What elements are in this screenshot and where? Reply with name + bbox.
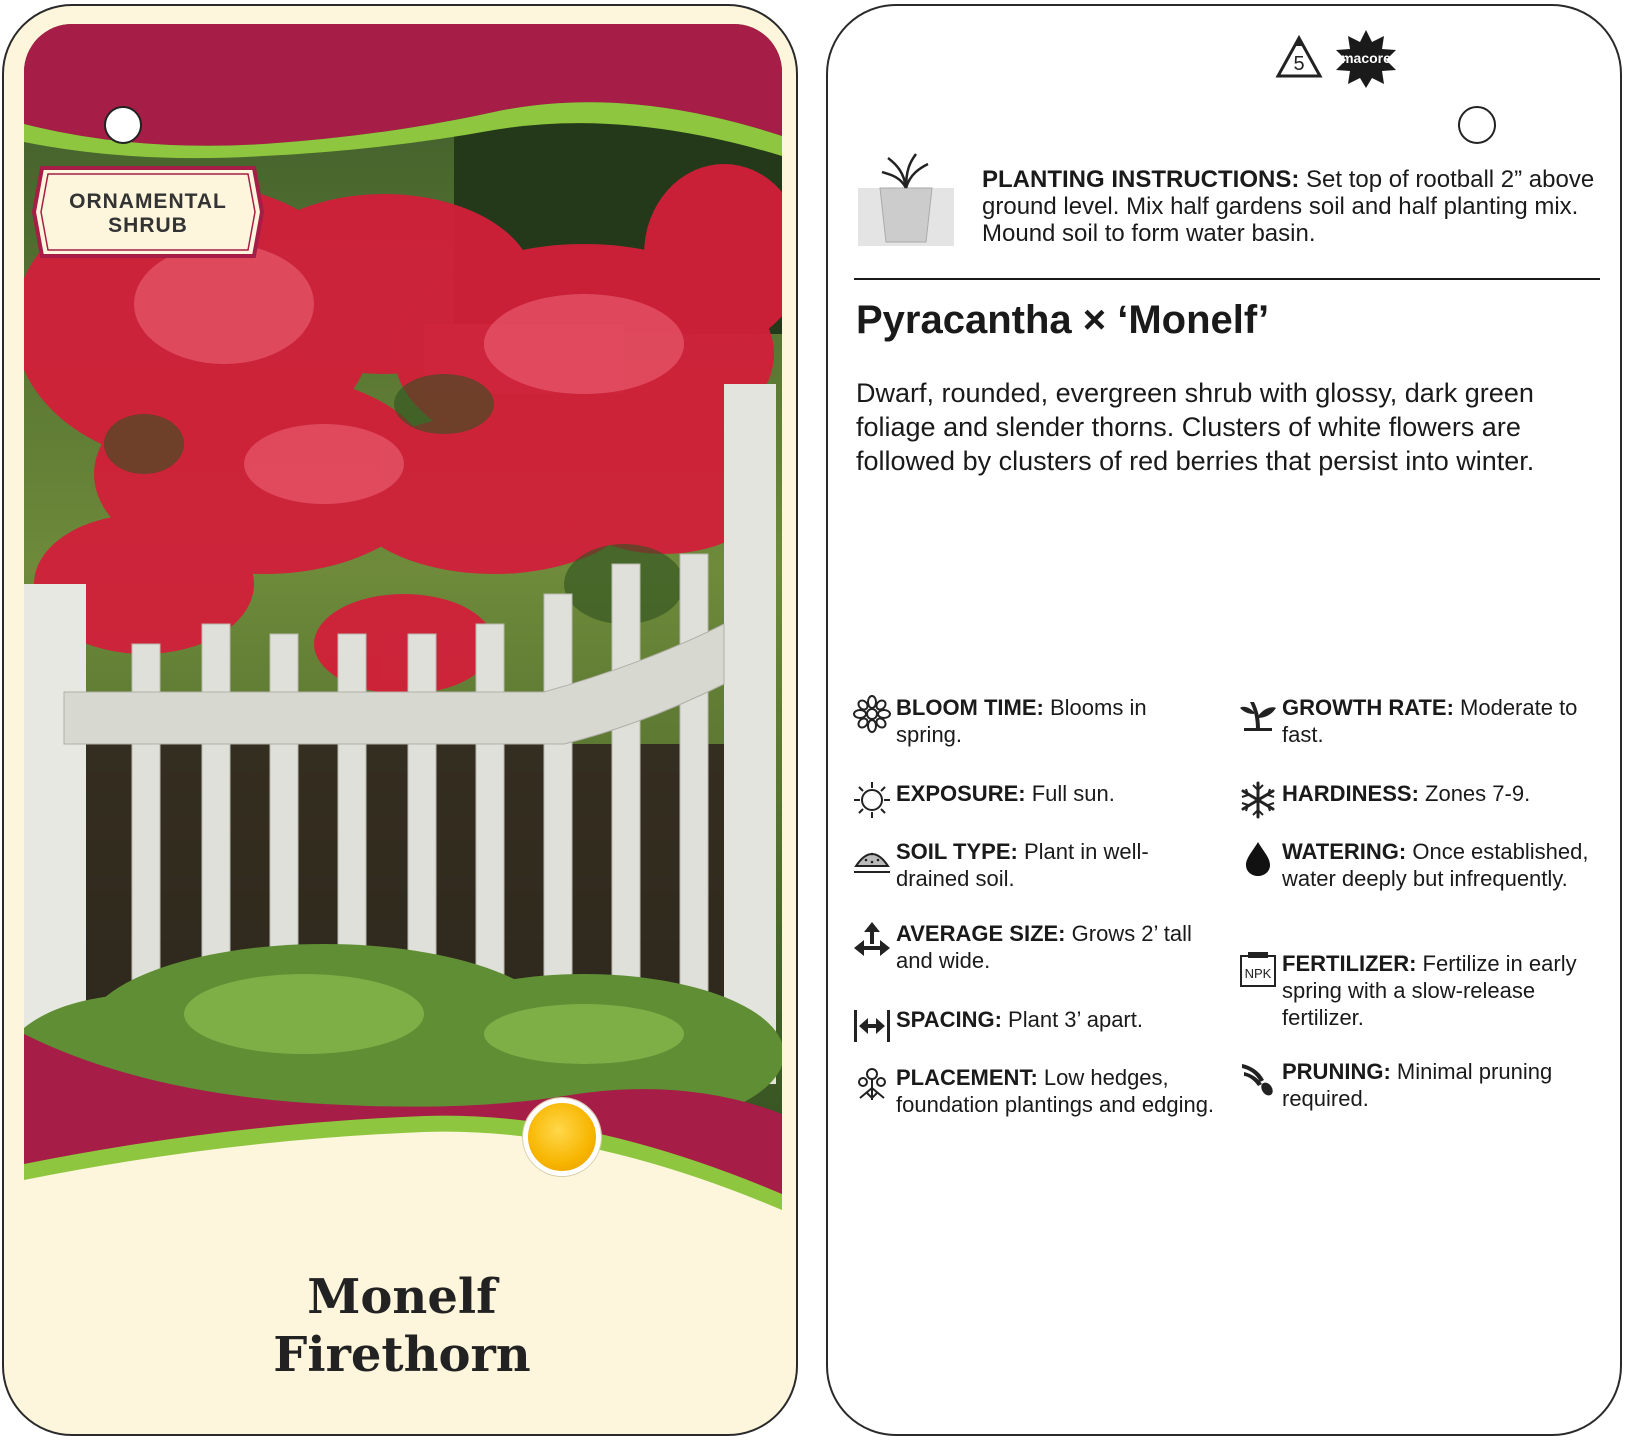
attr-label: WATERING: xyxy=(1282,839,1407,864)
sun-icon xyxy=(852,780,892,820)
attr-label: HARDINESS: xyxy=(1282,781,1419,806)
pruning-icon xyxy=(1238,1058,1278,1098)
attr-value: Full sun. xyxy=(1025,781,1115,806)
hang-hole xyxy=(104,106,142,144)
attr-value: Plant 3’ apart. xyxy=(1001,1007,1143,1032)
divider xyxy=(854,278,1600,280)
attr-label: SPACING: xyxy=(896,1007,1002,1032)
planting-label: PLANTING INSTRUCTIONS: xyxy=(982,166,1300,193)
placement-icon xyxy=(852,1064,892,1104)
recycle-icon xyxy=(1274,34,1324,84)
attr-value: Fertilize in early spring with a slow-release fertilizer. xyxy=(1282,951,1577,1030)
title-line-1: Monelf xyxy=(307,1269,497,1325)
attr-value: Blooms in spring. xyxy=(896,695,1147,747)
attr-value: Once established, water deeply but infrequently. xyxy=(1282,839,1589,891)
water-drop-icon xyxy=(1238,838,1278,878)
attr-label: SOIL TYPE: xyxy=(896,839,1018,864)
ornamental-shrub-badge xyxy=(32,166,264,258)
badge-text xyxy=(32,190,264,238)
macore-label: macore xyxy=(1341,50,1391,66)
attr-label: BLOOM TIME: xyxy=(896,695,1044,720)
planting-text xyxy=(982,166,1602,247)
recycle-number: 5 xyxy=(1293,53,1305,75)
attr-label: FERTILIZER: xyxy=(1282,951,1417,976)
attr-value: Grows 2’ tall and wide. xyxy=(896,921,1192,973)
attr-label: GROWTH RATE: xyxy=(1282,695,1454,720)
attr-value: Low hedges, foundation plantings and edging. xyxy=(896,1065,1215,1117)
front-tag xyxy=(2,4,798,1436)
attr-label: PRUNING: xyxy=(1282,1059,1391,1084)
badge-line-1: ORNAMENTAL xyxy=(69,190,227,213)
snowflake-icon xyxy=(1238,780,1278,820)
attr-value: Moderate to fast. xyxy=(1282,695,1578,747)
planting-instructions xyxy=(858,152,1598,262)
attr-value: Zones 7-9. xyxy=(1418,781,1531,806)
attr-label: AVERAGE SIZE: xyxy=(896,921,1066,946)
planting-body: Set top of rootball 2” above ground level. Mix half gardens soil and half planting mix. Mound soil to form water basin. xyxy=(982,166,1595,247)
size-icon xyxy=(852,920,892,960)
soil-icon xyxy=(852,838,892,878)
macore-logo xyxy=(1330,28,1402,88)
npk-label: NPK xyxy=(1244,966,1272,981)
species-name: Pyracantha × ‘Monelf’ xyxy=(856,298,1270,342)
fertilizer-icon xyxy=(1238,950,1278,990)
plant-common-name xyxy=(4,1268,798,1384)
attr-value: Minimal pruning required. xyxy=(1282,1059,1553,1111)
full-sun-icon xyxy=(523,1098,601,1176)
plant-description: Dwarf, rounded, evergreen shrub with glossy, dark green foliage and slender thorns. Clusters of white flowers are followed by clusters of red berries that persist into winter. xyxy=(856,378,1535,476)
attr-label: EXPOSURE: xyxy=(896,781,1026,806)
hang-hole xyxy=(1458,106,1496,144)
attr-label: PLACEMENT: xyxy=(896,1065,1038,1090)
back-tag xyxy=(826,4,1622,1436)
badge-line-2: SHRUB xyxy=(108,214,188,237)
growth-icon xyxy=(1238,694,1278,734)
title-line-2: Firethorn xyxy=(273,1327,531,1383)
bloom-icon xyxy=(852,694,892,734)
attr-value: Plant in well-drained soil. xyxy=(896,839,1149,891)
spacing-icon xyxy=(852,1006,892,1046)
planting-pot-icon xyxy=(858,152,954,252)
